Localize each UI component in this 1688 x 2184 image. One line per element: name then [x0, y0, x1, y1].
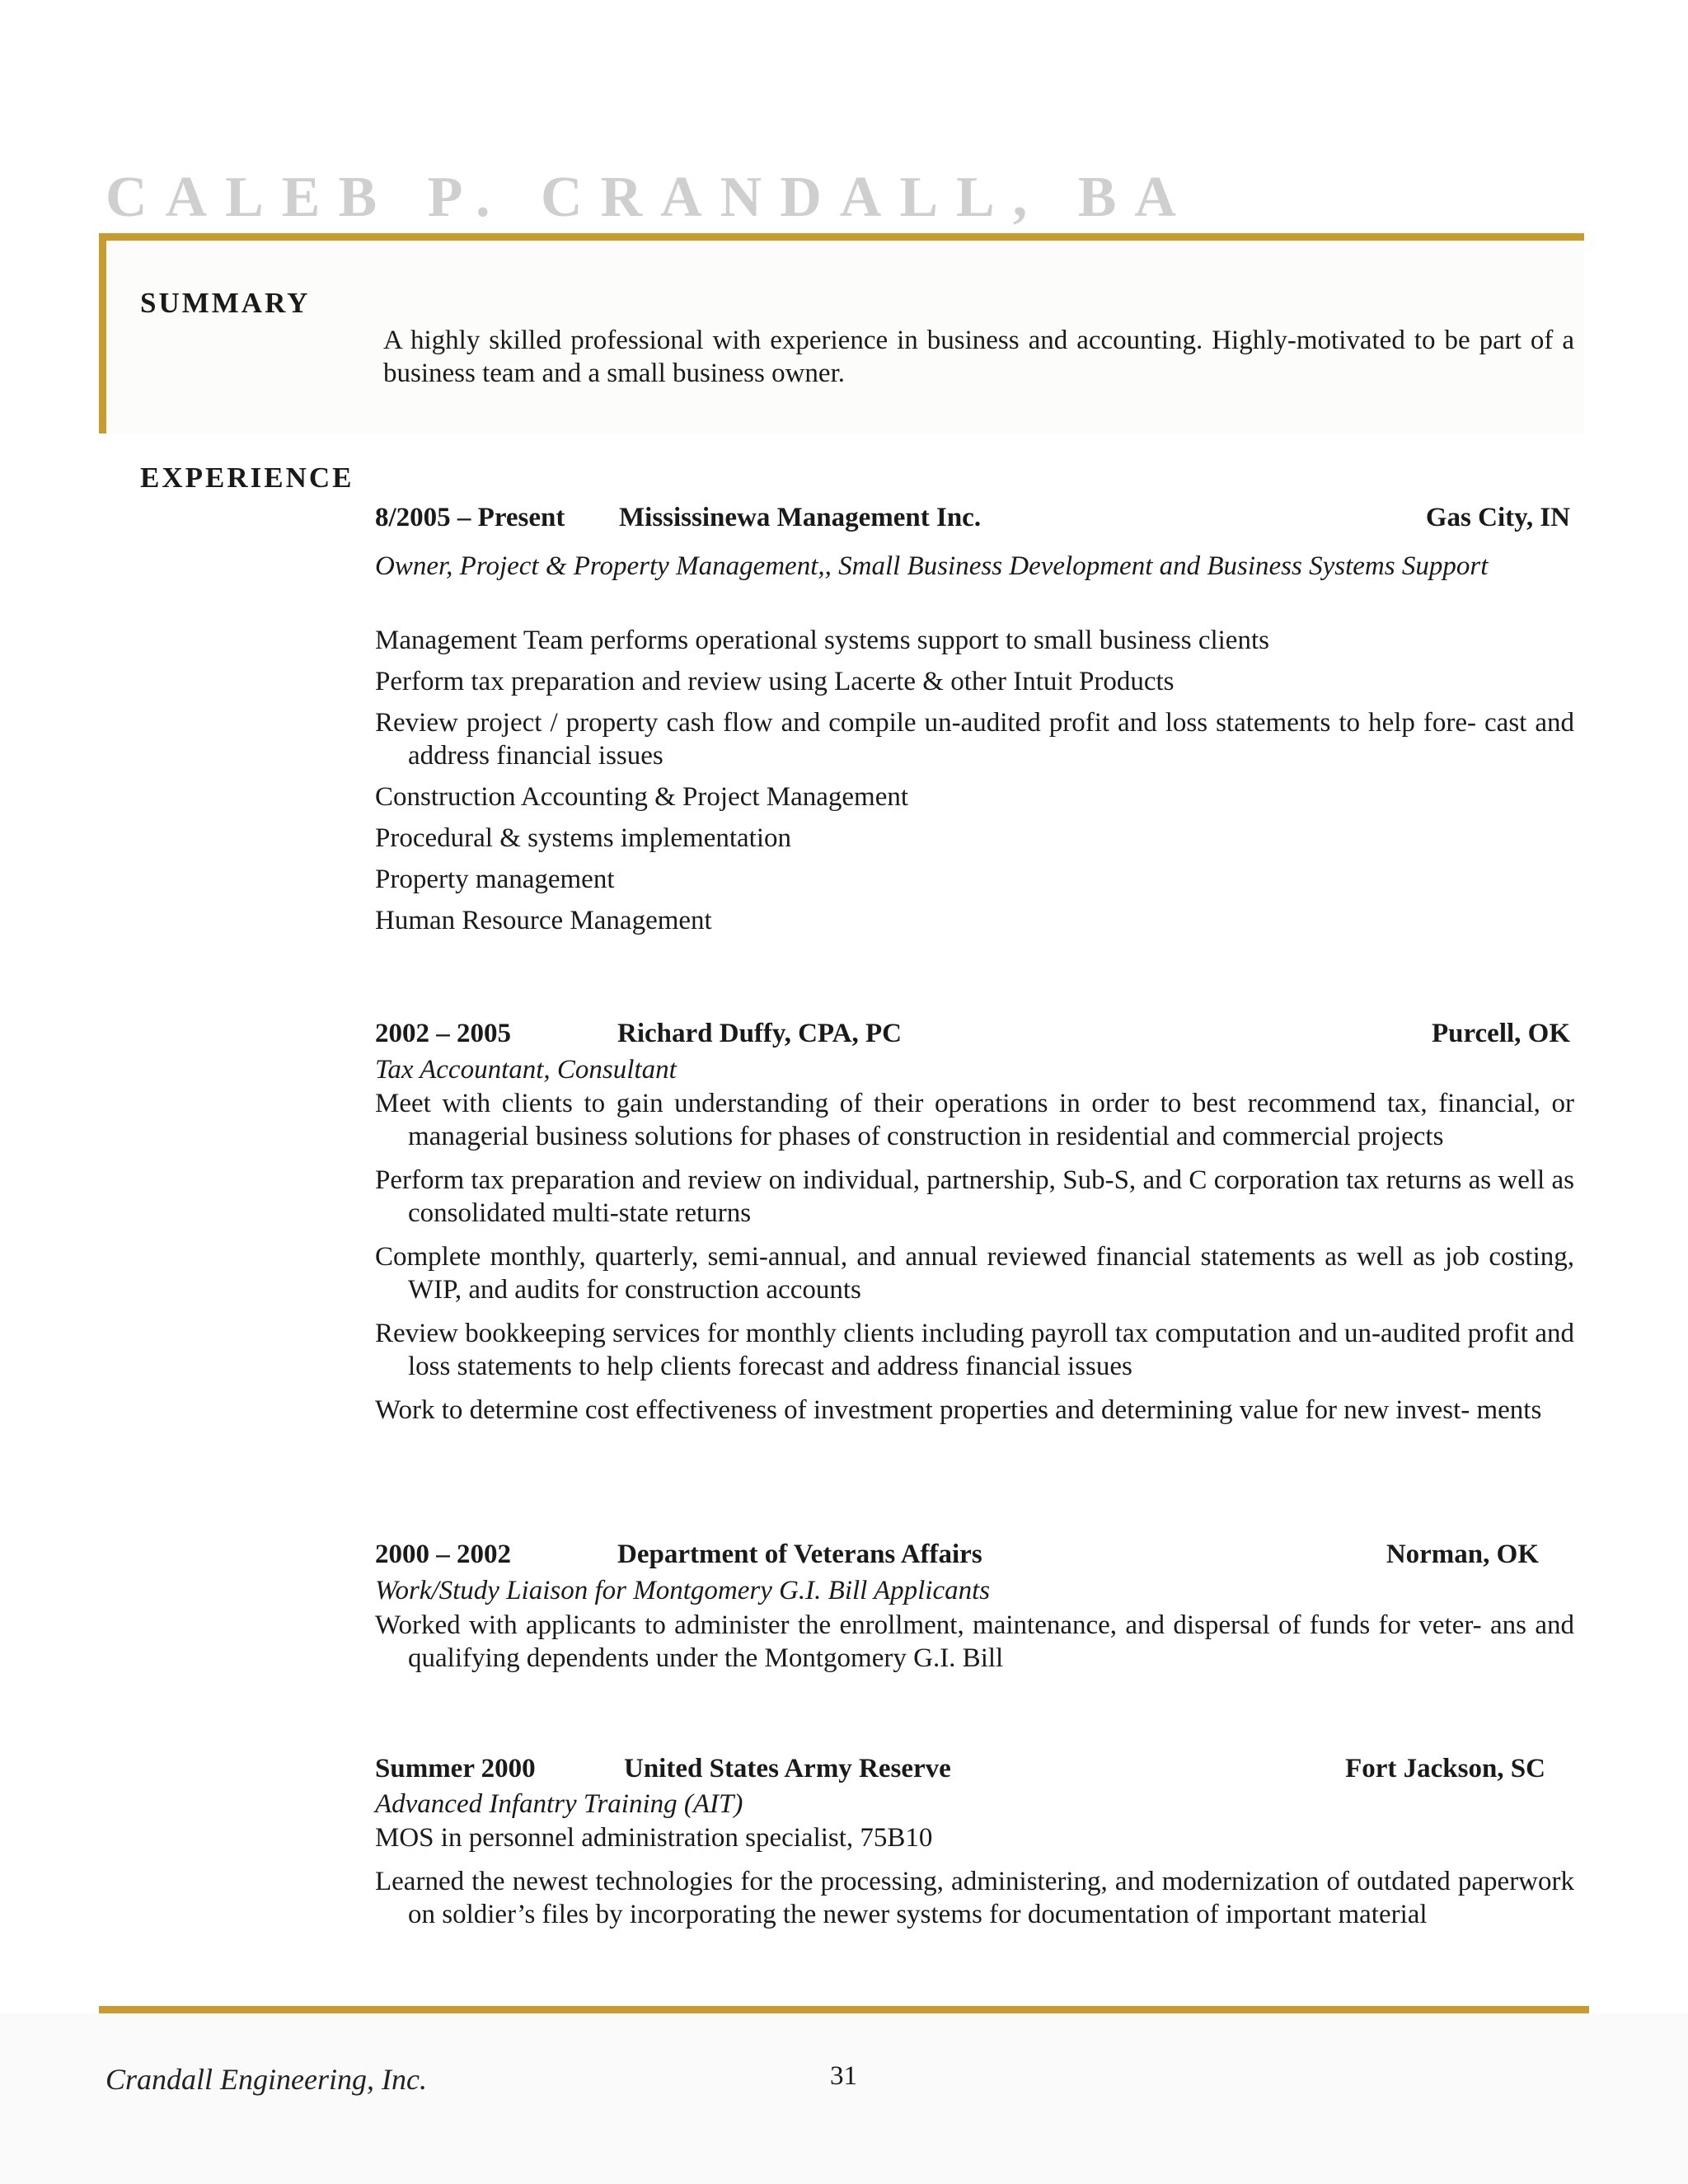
job-dates: 8/2005 – Present	[375, 503, 565, 532]
job-location: Gas City, IN	[1425, 503, 1570, 532]
job-title: Work/Study Liaison for Montgomery G.I. Bill Applicants	[375, 1576, 991, 1605]
job-company: Richard Duffy, CPA, PC	[617, 1019, 902, 1048]
list-item: Management Team performs operational systems support to small business clients	[375, 626, 1269, 655]
bottom-gold-rule	[99, 2006, 1589, 2013]
experience-heading: EXPERIENCE	[140, 462, 354, 494]
list-item: MOS in personnel administration specialist, 75B10	[375, 1823, 933, 1853]
job-duties	[375, 1821, 1574, 1931]
list-item: Human Resource Management	[375, 906, 712, 935]
job-location: Fort Jackson, SC	[1345, 1754, 1545, 1783]
list-item: Worked with applicants to administer the enrollment, maintenance, and dispersal of funds for veter- ans and qualifying dependents under the Montgomery G.I. Bill	[375, 1610, 1574, 1673]
list-item: Review bookkeeping services for monthly clients including payroll tax computation and un-audited profit and loss statements to help clients forecast and address financial issues	[375, 1319, 1574, 1381]
footer-company-name: Crandall Engineering, Inc.	[106, 2063, 427, 2096]
list-item: Procedural & systems implementation	[375, 823, 791, 853]
list-item: Work to determine cost effectiveness of investment properties and determining value for new invest- ments	[375, 1395, 1542, 1425]
job-company: Mississinewa Management Inc.	[619, 503, 982, 532]
job-header	[375, 1017, 1570, 1050]
left-gold-rule	[99, 233, 106, 434]
job-title: Advanced Infantry Training (AIT)	[375, 1789, 743, 1819]
job-dates: 2000 – 2002	[375, 1540, 511, 1569]
job-dates: 2002 – 2005	[375, 1019, 511, 1048]
job-location: Purcell, OK	[1431, 1019, 1570, 1048]
job-duties	[375, 1087, 1574, 1427]
list-item: Property management	[375, 865, 615, 894]
summary-heading: SUMMARY	[140, 287, 311, 319]
job-company: United States Army Reserve	[624, 1754, 951, 1783]
list-item: Complete monthly, quarterly, semi-annual, and annual reviewed financial statements as well as job costing, WIP, and audits for construction accounts	[375, 1242, 1574, 1305]
job-header	[375, 1538, 1539, 1571]
footer-background	[0, 2013, 1688, 2184]
job-location: Norman, OK	[1386, 1540, 1539, 1569]
list-item: Perform tax preparation and review using Lacerte & other Intuit Products	[375, 667, 1175, 696]
list-item: Review project / property cash flow and compile un-audited profit and loss statements to help fore- cast and address financial issues	[375, 708, 1574, 771]
page-number: 31	[830, 2061, 857, 2091]
summary-text: A highly skilled professional with experience in business and accounting. Highly-motivated to be part of a business team and a small business owner.	[383, 326, 1574, 388]
job-header	[375, 501, 1570, 534]
list-item: Construction Accounting & Project Management	[375, 782, 909, 812]
job-duties	[375, 624, 1574, 937]
top-gold-rule	[99, 233, 1584, 241]
resume-name: CALEB P. CRANDALL, BA	[106, 166, 1194, 229]
job-title: Owner, Project & Property Management,, Small Business Development and Business Systems Support	[375, 551, 1489, 581]
job-header	[375, 1752, 1545, 1785]
job-duties	[375, 1609, 1574, 1675]
list-item: Meet with clients to gain understanding of their operations in order to best recommend tax, financial, or managerial business solutions for phases of construction in residential and commercial projects	[375, 1089, 1574, 1151]
list-item: Perform tax preparation and review on individual, partnership, Sub-S, and C corporation tax returns as well as consolidated multi-state returns	[375, 1165, 1574, 1228]
job-title: Tax Accountant, Consultant	[375, 1055, 677, 1085]
job-company: Department of Veterans Affairs	[617, 1540, 982, 1569]
list-item: Learned the newest technologies for the processing, administering, and modernization of outdated paperwork on soldier’s files by incorporating the newer systems for documentation of important material	[375, 1867, 1574, 1929]
job-dates: Summer 2000	[375, 1754, 536, 1783]
